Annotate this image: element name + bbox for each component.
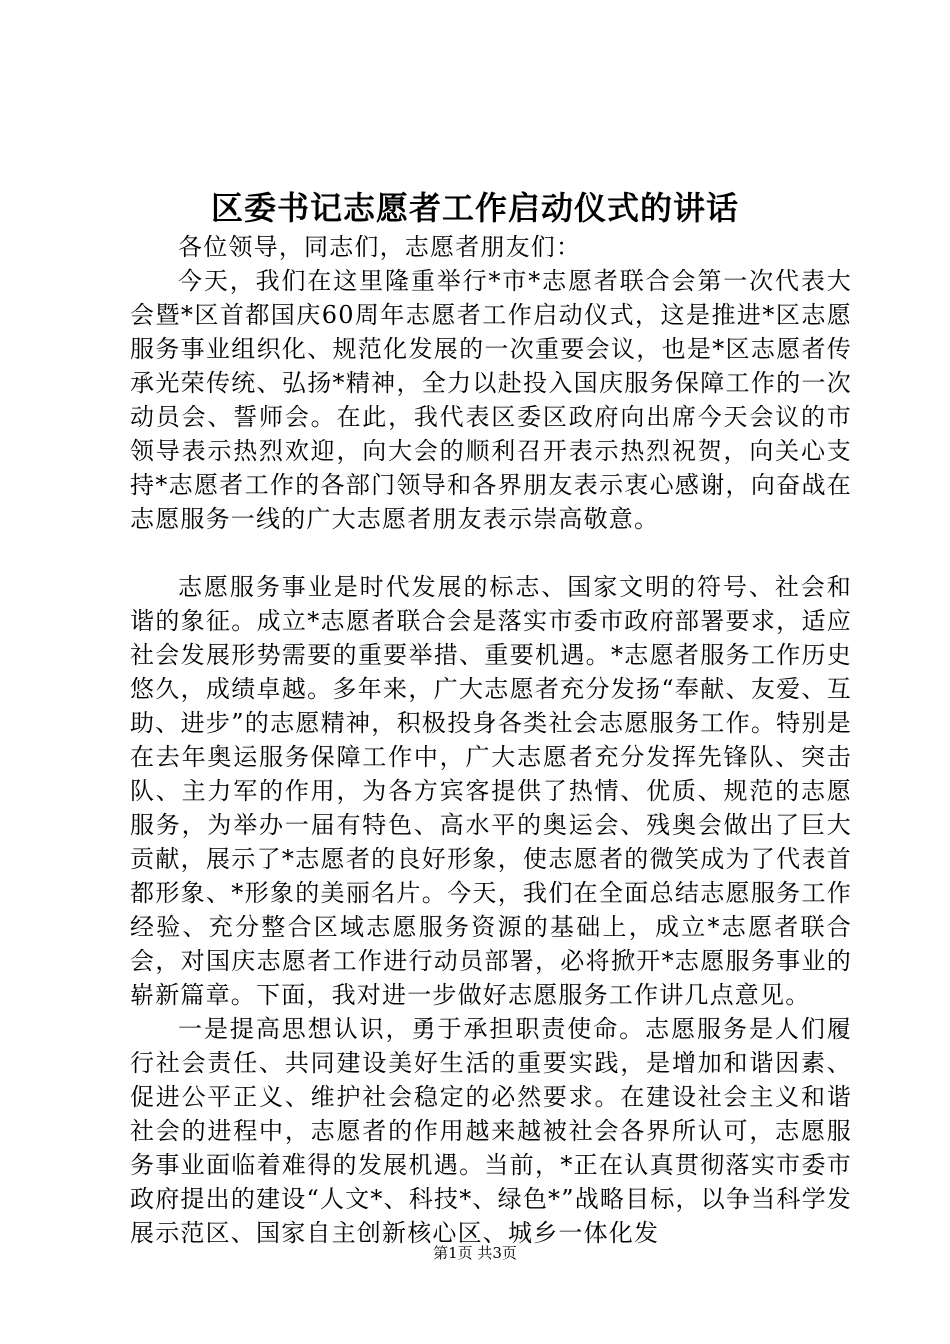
document-title: 区委书记志愿者工作启动仪式的讲话 [210, 189, 739, 227]
salutation-paragraph: 各位领导，同志们，志愿者朋友们： [178, 233, 582, 261]
page-number-footer: 第1页 共3页 [433, 1244, 517, 1262]
document-body [130, 230, 852, 1250]
body-paragraph: 今天，我们在这里隆重举行*市*志愿者联合会第一次代表大会暨*区首都国庆60周年志愿者工作启动仪式，这是推进*区志愿服务事业组织化、规范化发展的一次重要会议，也是*区志愿者传承光荣传统、弘扬*精神，全力以赴投入国庆服务保障工作的一次动员会、誓师会。在此，我代表区委区政府向出席今天会议的市领导表示热烈欢迎，向大会的顺利召开表示热烈祝贺，向关心支持*志愿者工作的各部门领导和各界朋友表示衷心感谢，向奋战在志愿服务一线的广大志愿者朋友表示崇高敬意。 [130, 267, 852, 533]
body-paragraph: 志愿服务事业是时代发展的标志、国家文明的符号、社会和谐的象征。成立*志愿者联合会是落实市委市政府部署要求，适应社会发展形势需要的重要举措、重要机遇。*志愿者服务工作历史悠久，成绩卓越。多年来，广大志愿者充分发扬“奉献、友爱、互助、进步”的志愿精神，积极投身各类社会志愿服务工作。特别是在去年奥运服务保障工作中，广大志愿者充分发挥先锋队、突击队、主力军的作用，为各方宾客提供了热情、优质、规范的志愿服务，为举办一届有特色、高水平的奥运会、残奥会做出了巨大贡献，展示了*志愿者的良好形象，使志愿者的微笑成为了代表首都形象、*形象的美丽名片。今天，我们在全面总结志愿服务工作经验、充分整合区域志愿服务资源的基础上，成立*志愿者联合会，对国庆志愿者工作进行动员部署，必将掀开*志愿服务事业的崭新篇章。下面，我对进一步做好志愿服务工作讲几点意见。 [130, 573, 852, 1009]
body-paragraph: 一是提高思想认识，勇于承担职责使命。志愿服务是人们履行社会责任、共同建设美好生活的重要实践，是增加和谐因素、促进公平正义、维护社会稳定的必然要求。在建设社会主义和谐社会的进程中，志愿者的作用越来越被社会各界所认可，志愿服务事业面临着难得的发展机遇。当前，*正在认真贯彻落实市委市政府提出的建设“人文*、科技*、绿色*”战略目标，以争当科学发展示范区、国家自主创新核心区、城乡一体化发 [130, 1015, 852, 1247]
